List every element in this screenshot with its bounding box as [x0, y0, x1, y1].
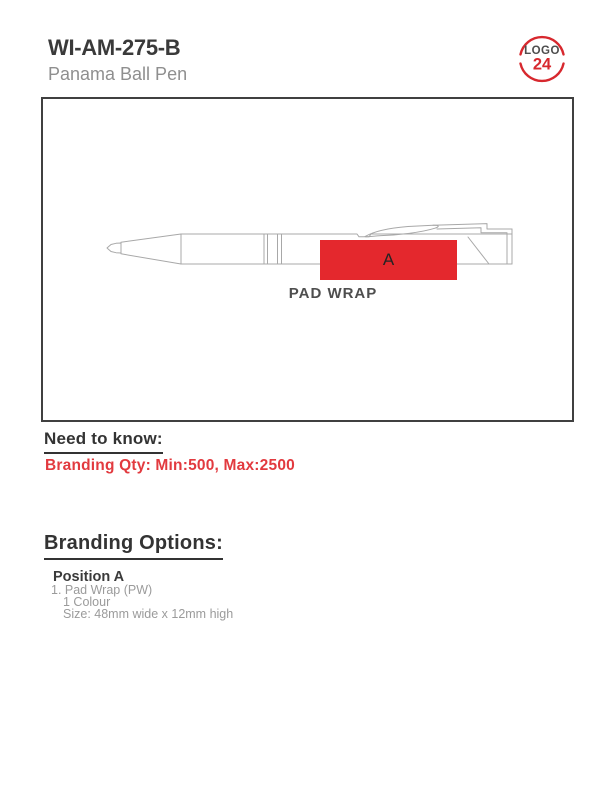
option-method-line: 1. Pad Wrap (PW) [51, 583, 153, 597]
pen-illustration [43, 99, 572, 420]
need-to-know-heading: Need to know: [44, 429, 163, 454]
branding-options-heading: Branding Options: [44, 532, 223, 560]
pen-rear-seam [468, 237, 489, 264]
position-a-title: Position A [53, 569, 125, 585]
branding-method-label: PAD WRAP [288, 285, 378, 302]
position-a-details [51, 584, 233, 620]
option-colour-line: 1 Colour [63, 595, 111, 609]
product-code-title: WI-AM-275-B [48, 35, 181, 60]
logo24-icon [514, 33, 570, 85]
pen-barrel-top [181, 234, 512, 237]
pen-nose-cone [121, 234, 181, 264]
branding-position-letter: A [382, 250, 395, 269]
logo-number: 24 [532, 55, 552, 74]
option-size-line: Size: 48mm wide x 12mm high [63, 607, 234, 621]
pen-clip-nose [365, 225, 438, 237]
product-diagram-box [41, 97, 574, 422]
logo-text: LOGO [524, 45, 560, 57]
pen-grip-rings [264, 234, 282, 264]
branding-qty-text: Branding Qty: Min:500, Max:2500 [45, 457, 295, 474]
pen-tip [107, 243, 121, 253]
branding-area-a [320, 240, 457, 280]
product-name-subtitle: Panama Ball Pen [48, 64, 188, 84]
